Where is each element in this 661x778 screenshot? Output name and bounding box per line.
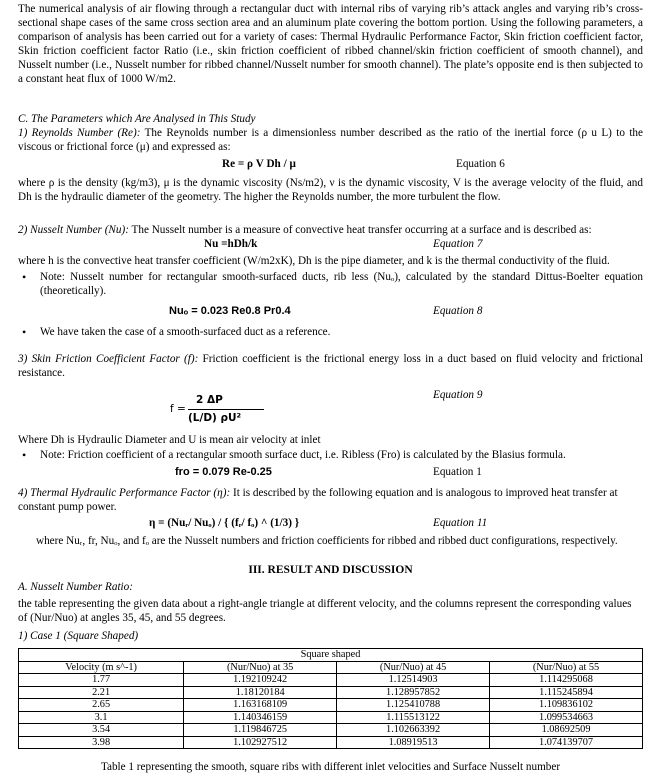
nusselt-paragraph: 2) Nusselt Number (Nu): The Nusselt number is a measure of convective heat transfer occurring at a surface and is described as: xyxy=(18,224,592,236)
equation-6-line xyxy=(0,157,661,173)
fraction-bar xyxy=(188,409,264,410)
bullet-icon: • xyxy=(22,270,27,284)
equation-9-denominator: (L/D) ρU² xyxy=(188,412,242,424)
table-row xyxy=(19,736,643,749)
bullet-icon: • xyxy=(22,448,27,462)
subsection-a-heading: A. Nusselt Number Ratio: xyxy=(18,581,133,593)
table-cell: 1.099534663 xyxy=(490,711,643,724)
table-cell: 3.98 xyxy=(19,736,184,749)
table-header-cell: (Nur/Nuo) at 35 xyxy=(184,661,337,674)
equation-9-fraction xyxy=(170,393,280,429)
equation-8: Nuₒ = 0.023 Re0.8 Pr0.4 xyxy=(169,305,291,317)
table-row xyxy=(19,724,643,737)
equation-7-label: Equation 7 xyxy=(433,238,483,250)
table-cell: 2.21 xyxy=(19,686,184,699)
table-group-header: Square shaped xyxy=(19,649,643,662)
friction-paragraph: 3) Skin Friction Coefficient Factor (f): Friction coefficient is the frictional energy loss in a duct based on fluid velocity and frictional resistance. xyxy=(18,353,643,379)
equation-7-line xyxy=(0,237,661,253)
equation-9-numerator: 2 ΔP xyxy=(196,394,223,406)
case-1-heading: 1) Case 1 (Square Shaped) xyxy=(18,630,139,642)
table-row xyxy=(19,686,643,699)
equation-8-label: Equation 8 xyxy=(433,305,483,317)
table-cell: 1.119846725 xyxy=(184,724,337,737)
table-cell: 1.109836102 xyxy=(490,699,643,712)
table-cell: 1.115513122 xyxy=(337,711,490,724)
table-intro-text: the table representing the given data about a right-angle triangle at different velocity, and the columns represent the corresponding values of (Nur/Nuo) at angles 35, 45, and 55 degrees. xyxy=(18,598,632,624)
bullet-icon: • xyxy=(22,325,27,339)
table-cell: 1.114295068 xyxy=(490,674,643,687)
reynolds-paragraph: 1) Reynolds Number (Re): The Reynolds number is a dimensionless number described as the ratio of the inertial force (ρ u L) to the viscous or frictional force (μ) and expressed as: xyxy=(18,127,643,153)
table-cell: 1.102927512 xyxy=(184,736,337,749)
table-caption: Table 1 representing the smooth, square ribs with different inlet velocities and Surface Nusselt number xyxy=(100,761,561,773)
table-cell: 2.65 xyxy=(19,699,184,712)
equation-9-f: f = xyxy=(170,403,186,415)
table-header-row xyxy=(19,661,643,674)
nusselt-ratio-table xyxy=(18,648,643,749)
table-cell: 1.12514903 xyxy=(337,674,490,687)
table-cell: 1.102663392 xyxy=(337,724,490,737)
section-heading: III. RESULT AND DISCUSSION xyxy=(248,564,413,576)
table-cell: 1.115245894 xyxy=(490,686,643,699)
thpf-paragraph: 4) Thermal Hydraulic Performance Factor (η): It is described by the following equation and is analogous to improved heat transfer at constant pump power. xyxy=(18,487,618,513)
table-cell: 1.77 xyxy=(19,674,184,687)
table-cell: 3.1 xyxy=(19,711,184,724)
table-cell: 1.074139707 xyxy=(490,736,643,749)
equation-1: fro = 0.079 Re-0.25 xyxy=(175,466,272,478)
table-row xyxy=(19,699,643,712)
table-group-row xyxy=(19,649,643,662)
table-cell: 1.18120184 xyxy=(184,686,337,699)
table-cell: 1.125410788 xyxy=(337,699,490,712)
equation-6: Re = ρ V Dh / μ xyxy=(222,158,296,170)
equation-8-line xyxy=(0,304,661,320)
equation-1-line xyxy=(0,465,661,481)
dittus-boelter-note: Note: Nusselt number for rectangular smooth-surfaced ducts, rib less (Nuₒ), calculated by the standard Dittus-Boelter equation (theoretically). xyxy=(40,271,643,297)
equation-11-label: Equation 11 xyxy=(433,517,488,529)
table-cell: 1.192109242 xyxy=(184,674,337,687)
equation-7: Nu =hDh/k xyxy=(204,238,258,250)
equation-11: η = (Nuᵣ/ Nuₒ) / { (fᵣ/ fₒ) ^ (1/3) } xyxy=(149,517,300,529)
table-header-cell: (Nur/Nuo) at 45 xyxy=(337,661,490,674)
equation-1-label: Equation 1 xyxy=(433,466,482,478)
table-cell: 1.08919513 xyxy=(337,736,490,749)
friction-where-text: Where Dh is Hydraulic Diameter and U is mean air velocity at inlet xyxy=(18,434,321,446)
table-row xyxy=(19,674,643,687)
equation-11-line xyxy=(0,516,661,532)
reynolds-where-text: where ρ is the density (kg/m3), μ is the dynamic viscosity (Ns/m2), ν is the dynamic viscosity, V is the average velocity of the fluid, and Dh is the hydraulic diameter of the geometry. The higher the Reynolds number, the more turbulent the flow. xyxy=(18,177,643,203)
equation-6-label: Equation 6 xyxy=(456,158,505,170)
nusselt-where-text: where h is the convective heat transfer coefficient (W/m2xK), Dh is the pipe diameter, and k is the thermal conductivity of the fluid. xyxy=(18,255,610,267)
table-header-cell: (Nur/Nuo) at 55 xyxy=(490,661,643,674)
intro-paragraph: The numerical analysis of air flowing through a rectangular duct with internal ribs of varying rib’s attack angles and varying rib’s cross-sectional shape cases of the same cross section area and an aluminum plate covering the bottom portion. Using the following parameters, a comparison of analysis has been carried out for a variety of cases: Thermal Hydraulic Performance Factor, Skin friction coefficient factor, Skin friction coefficient factor Ratio (i.e., skin friction coefficient of ribbed channel/skin friction coefficient of smooth channel), and Nusselt number (i.e., Nusselt number for ribbed channel/Nusselt number for smooth channel). The plate’s opposite end is then subjected to a constant heat flux of 1000 W/m2. xyxy=(18,3,643,85)
table-cell: 1.140346159 xyxy=(184,711,337,724)
equation-9-label: Equation 9 xyxy=(433,389,483,401)
thpf-where-text: where Nuᵣ, fr, Nuₒ, and fₒ are the Nusselt numbers and friction coefficients for ribbed and ribbed duct configurations, respectively. xyxy=(36,535,618,547)
table-cell: 1.128957852 xyxy=(337,686,490,699)
table-cell: 3.54 xyxy=(19,724,184,737)
subsection-c-heading: C. The Parameters which Are Analysed in This Study xyxy=(18,113,256,125)
blasius-note: Note: Friction coefficient of a rectangular smooth surface duct, i.e. Ribless (Fro) is calculated by the Blasius formula. xyxy=(40,449,566,461)
table-header-cell: Velocity (m s^-1) xyxy=(19,661,184,674)
table-cell: 1.08692509 xyxy=(490,724,643,737)
table-cell: 1.163168109 xyxy=(184,699,337,712)
reference-note: We have taken the case of a smooth-surfaced duct as a reference. xyxy=(40,326,331,338)
table-row xyxy=(19,711,643,724)
